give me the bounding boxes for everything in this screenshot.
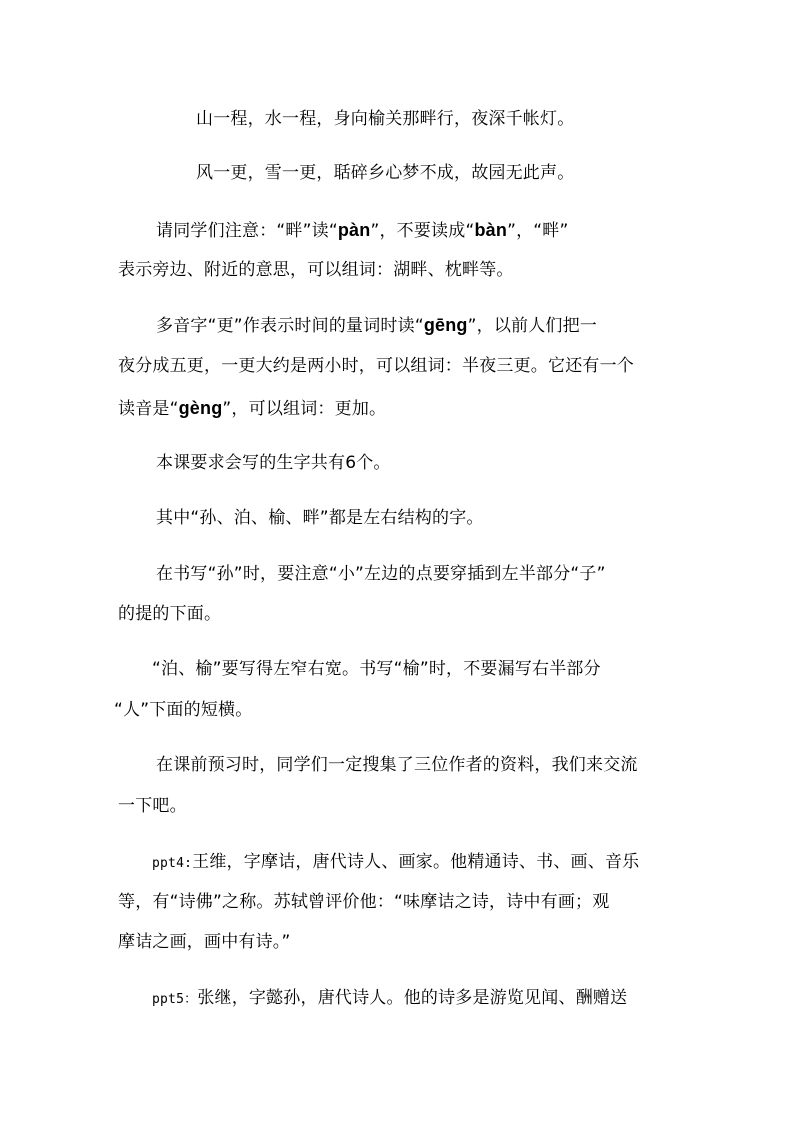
para-bo-yu-line-2 bbox=[114, 698, 252, 722]
para-ppt5-line-1 bbox=[152, 986, 627, 1012]
para-geng-line-2 bbox=[118, 354, 634, 378]
ppt4-line-1-text: 王维，字摩诘，唐代诗人、画家。他精通诗、书、画、音乐 bbox=[192, 852, 640, 872]
para-pan-text-c: ”，“畔” bbox=[507, 221, 569, 241]
pinyin-ban: bàn bbox=[474, 220, 508, 240]
para-pan-line-2-text: 表示旁边、附近的意思，可以组词：湖畔、枕畔等。 bbox=[118, 260, 514, 280]
para-geng-text-a: 多音字“更”作表示时间的量词时读“ bbox=[156, 316, 424, 336]
para-geng-text-d: ”，可以组词：更加。 bbox=[222, 399, 387, 419]
para-geng-line-1 bbox=[156, 313, 597, 338]
para-ppt4-line-1 bbox=[152, 850, 639, 876]
para-structure bbox=[156, 506, 484, 530]
para-sun-line-1 bbox=[156, 562, 606, 586]
para-preview-line-1 bbox=[156, 753, 638, 777]
para-count bbox=[156, 451, 391, 475]
para-sun-line-1-text: 在书写“孙”时，要注意“小”左边的点要穿插到左半部分“子” bbox=[156, 564, 606, 584]
para-bo-yu-line-2-text: “人”下面的短横。 bbox=[114, 700, 253, 720]
para-bo-yu-line-1 bbox=[152, 657, 601, 681]
ppt4-line-2-text: 等，有“诗佛”之称。苏轼曾评价他：“味摩诘之诗，诗中有画；观 bbox=[118, 892, 610, 912]
para-pan-text-a: 请同学们注意：“畔”读“ bbox=[156, 221, 338, 241]
poem-line-2 bbox=[196, 161, 574, 185]
ppt4-label: ppt4: bbox=[152, 856, 193, 871]
para-geng-text-c: 读音是“ bbox=[118, 399, 179, 419]
para-structure-text: 其中“孙、泊、榆、畔”都是左右结构的字。 bbox=[156, 508, 484, 528]
para-geng-text-b: ”，以前人们把一 bbox=[467, 316, 598, 336]
para-ppt4-line-3 bbox=[118, 930, 291, 954]
poem-line-1-text: 山一程，水一程，身向榆关那畔行，夜深千帐灯。 bbox=[196, 109, 575, 129]
poem-line-2-text: 风一更，雪一更，聒碎乡心梦不成，故园无此声。 bbox=[196, 163, 575, 183]
pinyin-geng-2: gèng bbox=[178, 398, 223, 418]
ppt5-label: ppt5： bbox=[152, 992, 198, 1007]
para-ppt4-line-2 bbox=[118, 890, 609, 914]
ppt4-line-3-text: 摩诘之画，画中有诗。” bbox=[118, 932, 291, 952]
pinyin-geng-1: gēng bbox=[423, 315, 468, 335]
poem-line-1 bbox=[196, 107, 574, 131]
para-pan-line-1 bbox=[156, 218, 568, 243]
para-pan-text-b: ”，不要读成“ bbox=[370, 221, 475, 241]
para-sun-line-2-text: 的提的下面。 bbox=[118, 604, 222, 624]
para-count-text: 本课要求会写的生字共有6个。 bbox=[156, 453, 391, 473]
para-preview-line-2-text: 一下吧。 bbox=[118, 796, 187, 816]
para-geng-line-2-text: 夜分成五更，一更大约是两小时，可以组词：半夜三更。它还有一个 bbox=[118, 356, 634, 376]
ppt5-line-1-text: 张继，字懿孙，唐代诗人。他的诗多是游览见闻、酬赠送 bbox=[197, 988, 628, 1008]
para-sun-line-2 bbox=[118, 602, 221, 626]
para-preview-line-1-text: 在课前预习时，同学们一定搜集了三位作者的资料，我们来交流 bbox=[156, 755, 638, 775]
para-geng-line-3 bbox=[118, 396, 386, 421]
para-preview-line-2 bbox=[118, 794, 187, 818]
para-pan-line-2 bbox=[118, 258, 514, 282]
para-bo-yu-line-1-text: “泊、榆”要写得左窄右宽。书写“榆”时，不要漏写右半部分 bbox=[152, 659, 601, 679]
pinyin-pan: pàn bbox=[337, 220, 371, 240]
